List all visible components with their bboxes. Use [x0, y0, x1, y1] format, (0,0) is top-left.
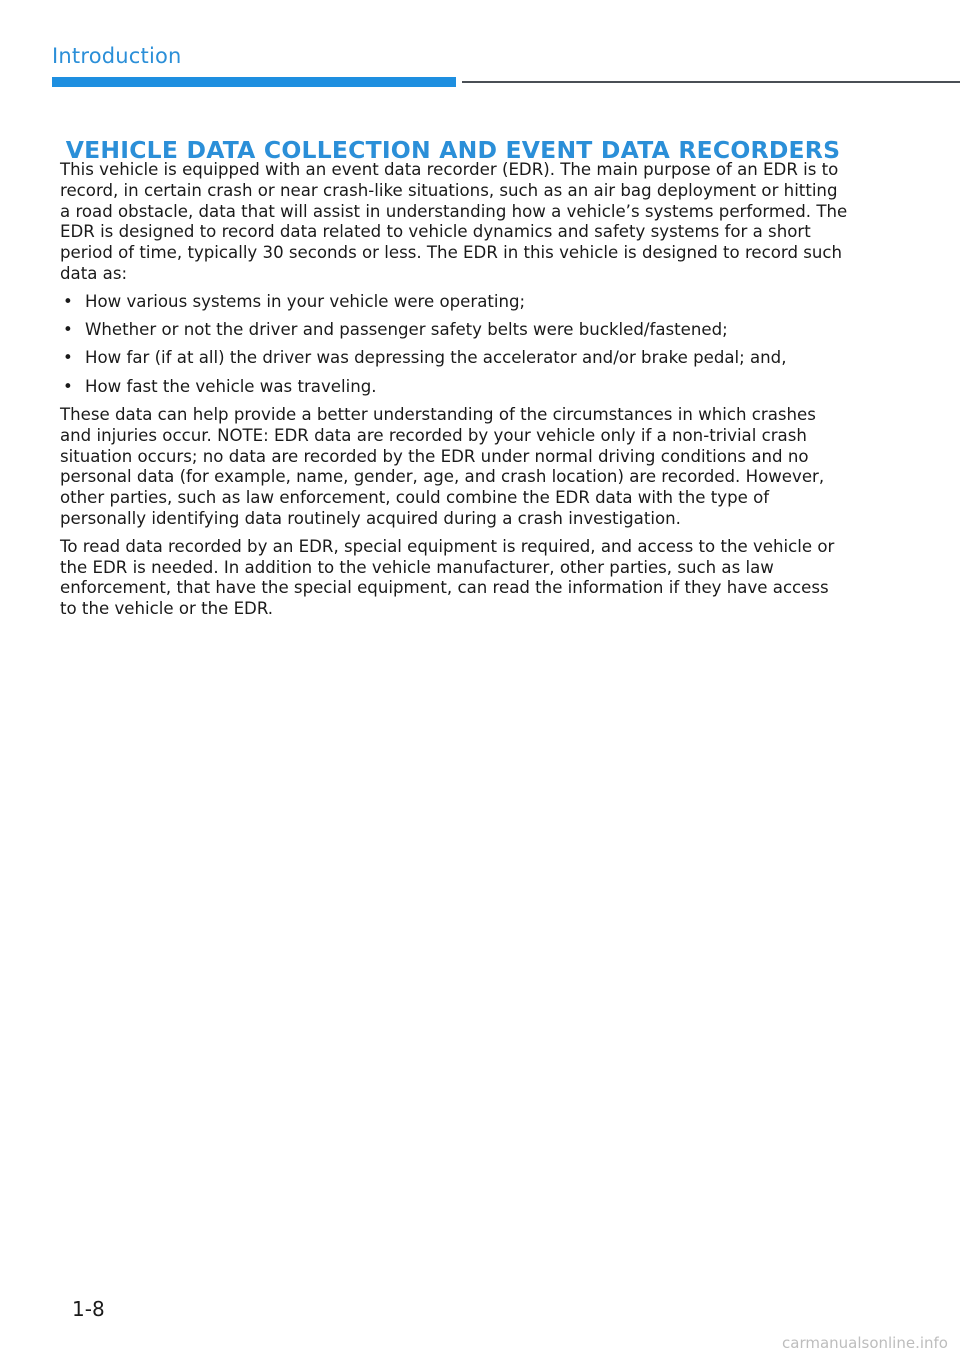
- list-item-text: How fast the vehicle was traveling.: [85, 376, 377, 396]
- page-number: 1-8: [72, 1297, 105, 1321]
- list-item-text: How far (if at all) the driver was depressing the accelerator and/or brake pedal; and,: [85, 348, 787, 368]
- recorded-data-list: [60, 292, 850, 398]
- edr-data-use-paragraph: These data can help provide a better understanding of the circumstances in which crashes and injuries occur. NOTE: EDR data are recorded by your vehicle only if a non-trivial crash situation occurs; no data are recorded by the EDR under normal driving conditions and no personal data (for example, name, gender, age, and crash location) are recorded. However, other parties, such as law enforcement, could combine the EDR data with the type of personally identifying data routinely acquired during a crash investigation.: [60, 404, 825, 528]
- main-content: [60, 160, 850, 627]
- list-item: [60, 377, 850, 398]
- edr-access-paragraph: To read data recorded by an EDR, special equipment is required, and access to the vehicle or the EDR is needed. In addition to the vehicle manufacturer, other parties, such as law enforcement, that have the special equipment, can read the information if they have access to the vehicle or the EDR.: [60, 536, 835, 619]
- list-item: [60, 320, 850, 341]
- list-item: [60, 348, 850, 369]
- page-title: VEHICLE DATA COLLECTION AND EVENT DATA RECORDERS: [65, 135, 841, 164]
- watermark-text: carmanualsonline.info: [782, 1334, 948, 1352]
- bullet-icon: •: [63, 291, 73, 311]
- header-accent-bar: [52, 77, 456, 87]
- list-item: [60, 292, 850, 313]
- list-item-text: How various systems in your vehicle were operating;: [85, 291, 526, 311]
- bullet-icon: •: [63, 348, 73, 368]
- list-item-text: Whether or not the driver and passenger safety belts were buckled/fastened;: [85, 320, 728, 340]
- section-label: Introduction: [52, 44, 182, 68]
- bullet-icon: •: [63, 320, 73, 340]
- header-divider-line: [462, 81, 960, 83]
- bullet-icon: •: [63, 376, 73, 396]
- intro-paragraph: This vehicle is equipped with an event data recorder (EDR). The main purpose of an EDR is to record, in certain crash or near crash-like situations, such as an air bag deployment or hitting a road obstacle, data that will assist in understanding how a vehicle’s systems performed. The EDR is designed to record data related to vehicle dynamics and safety systems for a short period of time, typically 30 seconds or less. The EDR in this vehicle is designed to record such data as:: [60, 160, 848, 283]
